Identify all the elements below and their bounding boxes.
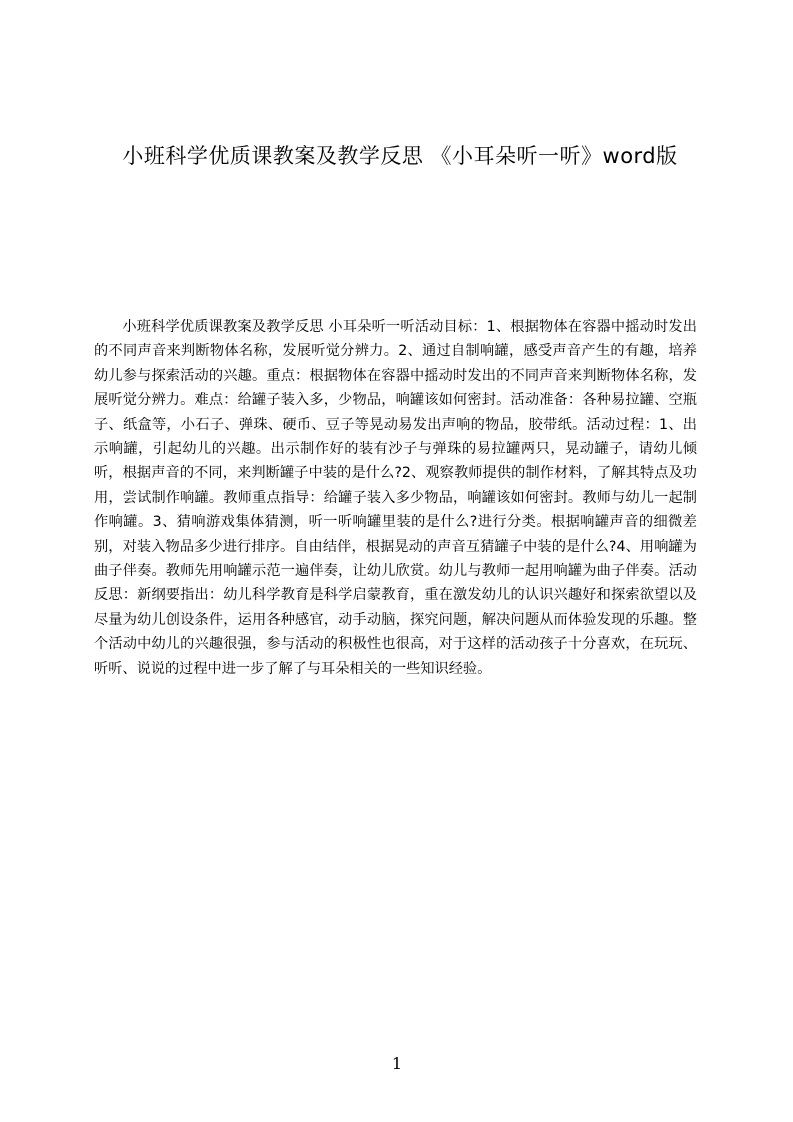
- document-body-paragraph: 小班科学优质课教案及教学反思 小耳朵听一听活动目标：1、根据物体在容器中摇动时发出的不同声音来判断物体名称，发展听觉分辨力。2、通过自制响罐，感受声音产生的有趣，培养幼儿参与探索活动的兴趣。重点：根据物体在容器中摇动时发出的不同声音来判断物体名称，发展听觉分辨力。难点：给罐子装入多，少物品，响罐该如何密封。活动准备：各种易拉罐、空瓶子、纸盒等，小石子、弹珠、硬币、豆子等晃动易发出声响的物品，胶带纸。活动过程：1、出示响罐，引起幼儿的兴趣。出示制作好的装有沙子与弹珠的易拉罐两只，晃动罐子，请幼儿倾听，根据声音的不同，来判断罐子中装的是什么?2、观察教师提供的制作材料，了解其特点及功用，尝试制作响罐。教师重点指导：给罐子装入多少物品，响罐该如何密封。教师与幼儿一起制作响罐。3、猜响游戏集体猜测，听一听响罐里装的是什么?进行分类。根据响罐声音的细微差别，对装入物品多少进行排序。自由结伴，根据晃动的声音互猜罐子中装的是什么?4、用响罐为曲子伴奏。教师先用响罐示范一遍伴奏，让幼儿欣赏。幼儿与教师一起用响罐为曲子伴奏。活动反思：新纲要指出：幼儿科学教育是科学启蒙教育，重在激发幼儿的认识兴趣好和探索欲望以及尽量为幼儿创设条件，运用各种感官，动手动脑，探究问题，解决问题从而体验发现的乐趣。整个活动中幼儿的兴趣很强，参与活动的积极性也很高，对于这样的活动孩子十分喜欢，在玩玩、听听、说说的过程中进一步了解了与耳朵相关的一些知识经验。: [94, 319, 697, 677]
- document-title: 小班科学优质课教案及教学反思 《小耳朵听一听》word版: [122, 144, 678, 168]
- page-number: 1: [391, 1054, 403, 1073]
